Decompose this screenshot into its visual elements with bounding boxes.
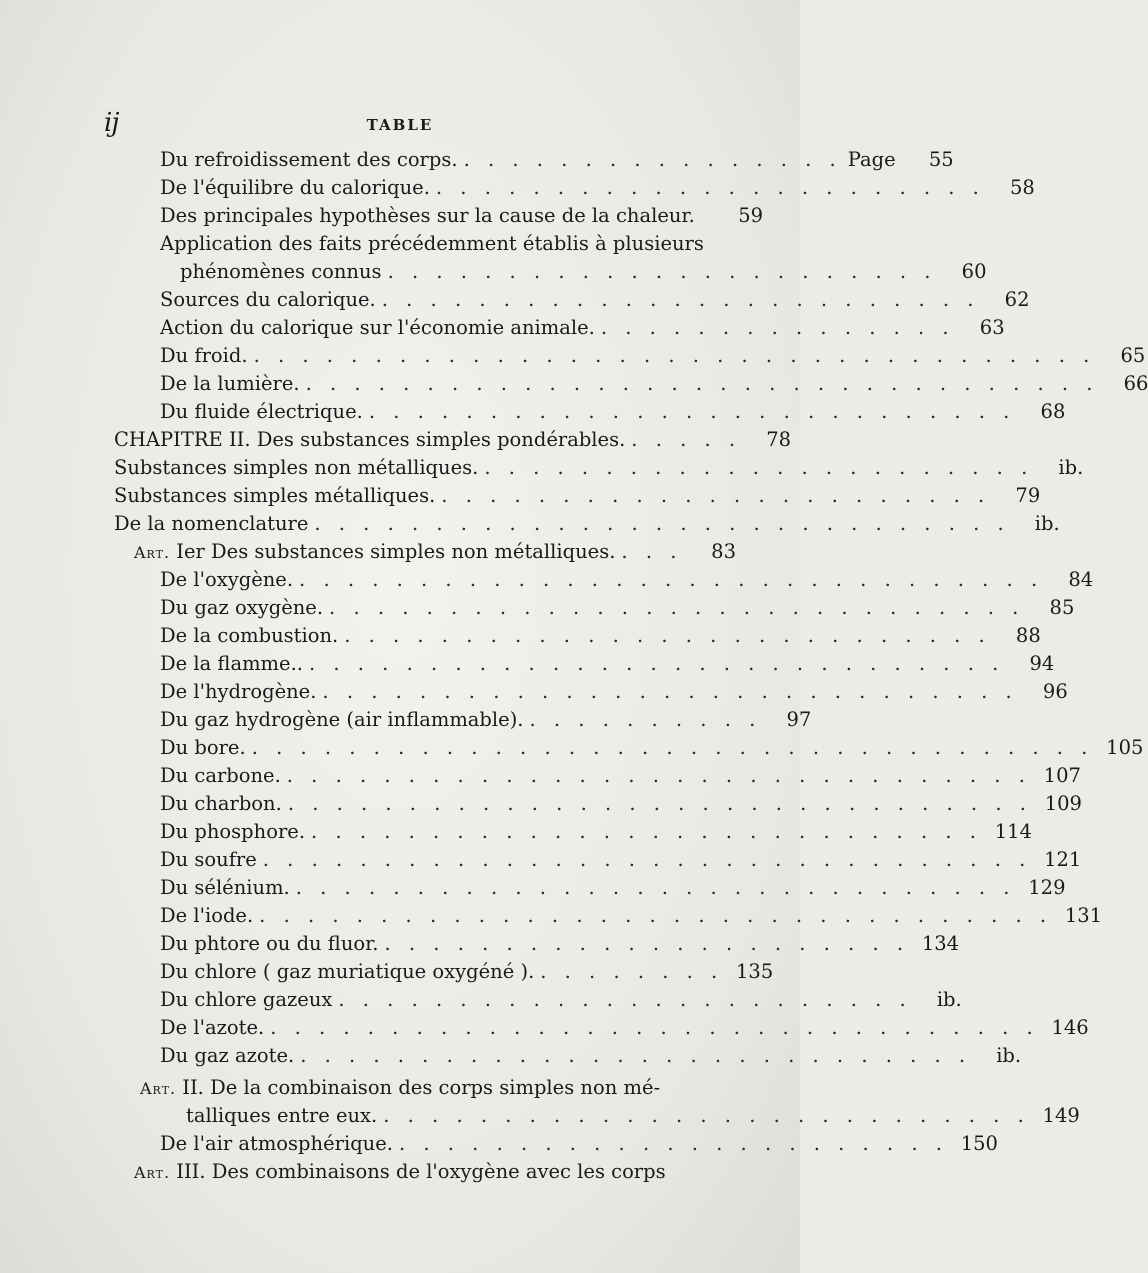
toc-entry: Application des faits précédemment établis à plusieurs xyxy=(160,232,704,255)
toc-entry: Du refroidissement des corps. . . . . . . . . . . . . . . . . Page 55 xyxy=(160,148,954,171)
toc-entry: Du phtore ou du fluor. . . . . . . . . . . . . . . . . . . . . . . 134 xyxy=(160,932,960,955)
toc-entry: De l'équilibre du calorique. . . . . . . . . . . . . . . . . . . . . . . . 58 xyxy=(160,176,1035,199)
toc-entry: Art. Ier Des substances simples non métalliques. . . . 83 xyxy=(134,540,736,563)
toc-entry: Du carbone. . . . . . . . . . . . . . . . . . . . . . . . . . . . . . . . 107 xyxy=(160,764,1081,787)
toc-entry: De la nomenclature . . . . . . . . . . . . . . . . . . . . . . . . . . . . . ib. xyxy=(114,512,1060,535)
toc-entry: Du fluide électrique. . . . . . . . . . . . . . . . . . . . . . . . . . . . 68 xyxy=(160,400,1066,423)
toc-entry: Action du calorique sur l'économie animale. . . . . . . . . . . . . . . . 63 xyxy=(160,316,1005,339)
toc-entry: De l'air atmosphérique. . . . . . . . . . . . . . . . . . . . . . . . 150 xyxy=(160,1132,998,1155)
toc-entry: Du sélénium. . . . . . . . . . . . . . . . . . . . . . . . . . . . . . . 129 xyxy=(160,876,1066,899)
toc-entry: Du phosphore. . . . . . . . . . . . . . . . . . . . . . . . . . . . . 114 xyxy=(160,820,1032,843)
toc-entry: Du gaz hydrogène (air inflammable). . . . . . . . . . . 97 xyxy=(160,708,812,731)
toc-entry: Des principales hypothèses sur la cause de la chaleur. 59 xyxy=(160,204,764,227)
toc-entry: Du chlore gazeux . . . . . . . . . . . . . . . . . . . . . . . . ib. xyxy=(160,988,962,1011)
folio: ij xyxy=(104,108,119,138)
toc-entry: Du charbon. . . . . . . . . . . . . . . . . . . . . . . . . . . . . . . . 109 xyxy=(160,792,1082,815)
running-head: TABLE xyxy=(366,116,434,134)
toc-entry: talliques entre eux. . . . . . . . . . . . . . . . . . . . . . . . . . . . 149 xyxy=(186,1104,1080,1127)
toc-entry: De la combustion. . . . . . . . . . . . . . . . . . . . . . . . . . . . 88 xyxy=(160,624,1041,647)
toc-entry: De la flamme.. . . . . . . . . . . . . . . . . . . . . . . . . . . . . . 94 xyxy=(160,652,1055,675)
toc-entry: Du gaz oxygène. . . . . . . . . . . . . . . . . . . . . . . . . . . . . . 85 xyxy=(160,596,1075,619)
toc-entry: De la lumière. . . . . . . . . . . . . . . . . . . . . . . . . . . . . . . . . . 66 xyxy=(160,372,1148,395)
toc-entry: phénomènes connus . . . . . . . . . . . . . . . . . . . . . . . 60 xyxy=(180,260,987,283)
toc-entry: Du gaz azote. . . . . . . . . . . . . . . . . . . . . . . . . . . . . ib. xyxy=(160,1044,1022,1067)
toc-entry: De l'iode. . . . . . . . . . . . . . . . . . . . . . . . . . . . . . . . . . 131 xyxy=(160,904,1103,927)
toc-entry: De l'oxygène. . . . . . . . . . . . . . . . . . . . . . . . . . . . . . . . 84 xyxy=(160,568,1094,591)
toc-entry: Art. II. De la combinaison des corps simples non mé- xyxy=(140,1076,661,1099)
toc-entry: De l'hydrogène. . . . . . . . . . . . . . . . . . . . . . . . . . . . . . 96 xyxy=(160,680,1068,703)
toc-entry: Du chlore ( gaz muriatique oxygéné ). . . . . . . . . 135 xyxy=(160,960,774,983)
toc-entry: Art. III. Des combinaisons de l'oxygène avec les corps xyxy=(134,1160,666,1183)
toc-entry: CHAPITRE II. Des substances simples pondérables. . . . . . 78 xyxy=(114,428,792,451)
toc-entry: Du froid. . . . . . . . . . . . . . . . . . . . . . . . . . . . . . . . . . . . 65 xyxy=(160,344,1146,367)
toc-entry: Sources du calorique. . . . . . . . . . . . . . . . . . . . . . . . . . 62 xyxy=(160,288,1030,311)
toc-entry: Substances simples métalliques. . . . . . . . . . . . . . . . . . . . . . . . 79 xyxy=(114,484,1041,507)
toc-entry: Substances simples non métalliques. . . . . . . . . . . . . . . . . . . . . . . . ib. xyxy=(114,456,1084,479)
toc-entry: Du bore. . . . . . . . . . . . . . . . . . . . . . . . . . . . . . . . . . . . 105 xyxy=(160,736,1144,759)
toc-entry: Du soufre . . . . . . . . . . . . . . . . . . . . . . . . . . . . . . . . 121 xyxy=(160,848,1082,871)
toc-entry: De l'azote. . . . . . . . . . . . . . . . . . . . . . . . . . . . . . . . . 146 xyxy=(160,1016,1089,1039)
